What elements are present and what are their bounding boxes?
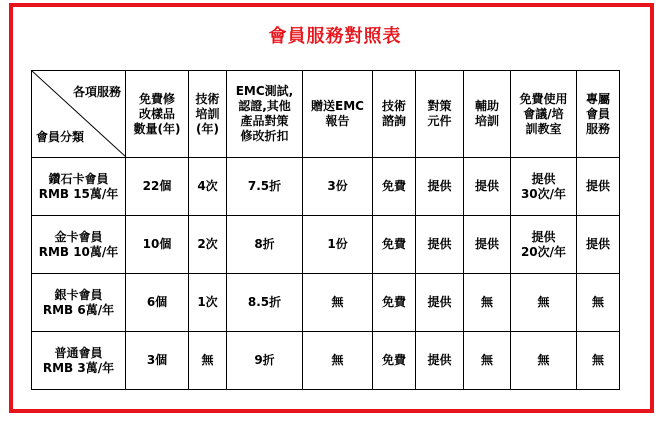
- table-row: [32, 158, 620, 216]
- table-cell: [416, 332, 464, 390]
- cell-value: 提供: [585, 179, 610, 193]
- column-header-line: 改樣品: [138, 106, 175, 121]
- column-header-line: 認證,其他: [238, 99, 291, 113]
- cell-value: 8折: [254, 237, 275, 251]
- table-cell: [189, 332, 227, 390]
- cell-value: 提供: [474, 237, 499, 251]
- table-cell: [303, 158, 373, 216]
- corner-label-member-type: 會員分類: [36, 130, 85, 144]
- member-tier-line: RMB 10萬/年: [38, 244, 119, 259]
- table-cell: [511, 332, 577, 390]
- column-header-line: 技術: [381, 99, 406, 113]
- column-header: [227, 71, 303, 158]
- cell-value: 1次: [197, 295, 218, 309]
- member-tier-cell: [32, 158, 126, 216]
- column-header-line: 輔助: [474, 99, 499, 113]
- table-cell: [511, 158, 577, 216]
- column-header-line: 技術: [195, 91, 220, 106]
- member-tier-cell: [32, 274, 126, 332]
- column-header-line: EMC測試,: [235, 84, 294, 98]
- cell-value: 無: [480, 353, 493, 367]
- table-cell: [189, 216, 227, 274]
- table-cell: [577, 332, 620, 390]
- column-header-line: 數量(年): [133, 121, 181, 136]
- column-header-line: 元件: [427, 114, 452, 128]
- cell-value: 22個: [142, 179, 172, 193]
- table-row: [32, 216, 620, 274]
- table-row: [32, 332, 620, 390]
- cell-value: 4次: [197, 179, 218, 193]
- table-cell: [464, 216, 511, 274]
- member-tier-line: RMB 3萬/年: [42, 360, 115, 375]
- cell-value: 提供: [427, 179, 452, 193]
- column-header: [464, 71, 511, 158]
- table-cell: [511, 216, 577, 274]
- corner-label-services: 各項服務: [72, 85, 121, 99]
- column-header-line: 對策: [427, 99, 452, 113]
- cell-value: 提供: [474, 179, 499, 193]
- cell-value: 免費: [381, 295, 406, 309]
- column-header: [577, 71, 620, 158]
- cell-value: 1份: [327, 237, 348, 251]
- table-cell: [303, 216, 373, 274]
- member-tier-line: RMB 15萬/年: [38, 186, 119, 201]
- table-body: [32, 158, 620, 390]
- member-tier-line: 金卡會員: [54, 229, 103, 244]
- column-header: [303, 71, 373, 158]
- member-tier-line: 普通會員: [54, 345, 103, 360]
- column-header-line: 報告: [325, 114, 350, 128]
- table-cell: [416, 274, 464, 332]
- table-cell: [126, 332, 189, 390]
- table-cell: [464, 332, 511, 390]
- column-header-line: 贈送EMC: [311, 99, 364, 113]
- cell-value: 30次/年: [520, 186, 567, 201]
- table-cell: [416, 216, 464, 274]
- column-header-line: 免費修: [138, 91, 175, 106]
- table-cell: [227, 274, 303, 332]
- column-header: [416, 71, 464, 158]
- cell-value: 無: [537, 295, 550, 309]
- table-cell: [373, 274, 416, 332]
- column-header-line: 會議/培: [523, 106, 564, 121]
- column-header-line: 諮詢: [381, 114, 406, 128]
- cell-value: 無: [591, 353, 604, 367]
- table-cell: [303, 274, 373, 332]
- cell-value: 提供: [427, 237, 452, 251]
- table-cell: [577, 216, 620, 274]
- page-title: 會員服務對照表: [268, 26, 402, 47]
- cell-value: 提供: [585, 237, 610, 251]
- membership-comparison-table: [31, 70, 620, 390]
- cell-value: 7.5折: [247, 179, 282, 193]
- cell-value: 2次: [197, 237, 218, 251]
- table-cell: [577, 158, 620, 216]
- cell-value: 6個: [146, 295, 168, 309]
- table-cell: [126, 158, 189, 216]
- cell-value: 免費: [381, 353, 406, 367]
- cell-value: 9折: [254, 353, 275, 367]
- column-header: [511, 71, 577, 158]
- member-tier-line: 鑽石卡會員: [48, 171, 109, 186]
- member-tier-cell: [32, 216, 126, 274]
- table-cell: [303, 332, 373, 390]
- table-cell: [189, 158, 227, 216]
- table-cell: [464, 158, 511, 216]
- cell-value: 無: [201, 353, 214, 367]
- column-header-line: 訓教室: [525, 121, 562, 136]
- column-header-line: 會員: [585, 106, 610, 121]
- column-header-line: 服務: [585, 121, 610, 136]
- table-cell: [511, 274, 577, 332]
- cell-value: 提供: [531, 171, 556, 186]
- cell-value: 提供: [427, 353, 452, 367]
- cell-value: 無: [331, 353, 344, 367]
- cell-value: 提供: [427, 295, 452, 309]
- column-header: [126, 71, 189, 158]
- column-header-line: 修改折扣: [240, 129, 289, 143]
- column-header-line: 專屬: [585, 91, 610, 106]
- member-tier-line: 銀卡會員: [54, 287, 103, 302]
- cell-value: 8.5折: [247, 295, 282, 309]
- member-tier-line: RMB 6萬/年: [42, 302, 115, 317]
- table-row: [32, 274, 620, 332]
- table-cell: [126, 274, 189, 332]
- column-header: [189, 71, 227, 158]
- table-cell: [373, 332, 416, 390]
- corner-header: [32, 71, 126, 158]
- table-cell: [373, 158, 416, 216]
- cell-value: 無: [591, 295, 604, 309]
- cell-value: 免費: [381, 237, 406, 251]
- cell-value: 無: [331, 295, 344, 309]
- table-cell: [577, 274, 620, 332]
- column-header-line: 培訓: [195, 106, 220, 121]
- table-cell: [227, 216, 303, 274]
- table-cell: [189, 274, 227, 332]
- header-row: [32, 71, 620, 158]
- table-cell: [373, 216, 416, 274]
- column-header-line: 產品對策: [240, 114, 289, 128]
- column-header-line: (年): [196, 121, 219, 136]
- cell-value: 無: [480, 295, 493, 309]
- member-tier-cell: [32, 332, 126, 390]
- column-header-line: 免費使用: [519, 91, 568, 106]
- column-header: [373, 71, 416, 158]
- table-cell: [227, 332, 303, 390]
- cell-value: 提供: [531, 229, 556, 244]
- table-cell: [464, 274, 511, 332]
- table-cell: [416, 158, 464, 216]
- table-cell: [126, 216, 189, 274]
- cell-value: 3個: [146, 353, 168, 367]
- cell-value: 3份: [327, 179, 348, 193]
- cell-value: 無: [537, 353, 550, 367]
- table-cell: [227, 158, 303, 216]
- cell-value: 20次/年: [520, 244, 567, 259]
- column-header-line: 培訓: [474, 114, 499, 128]
- cell-value: 免費: [381, 179, 406, 193]
- cell-value: 10個: [142, 237, 172, 251]
